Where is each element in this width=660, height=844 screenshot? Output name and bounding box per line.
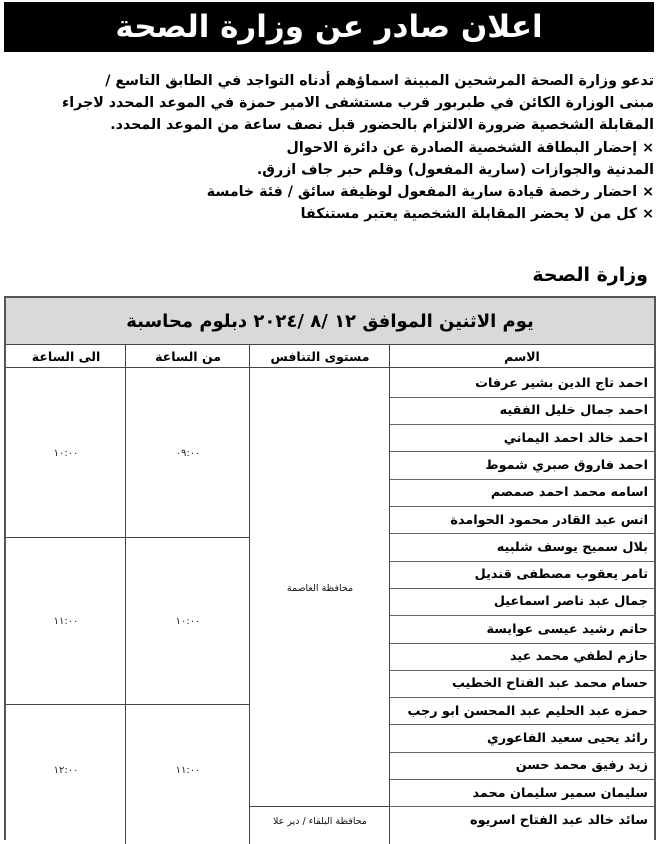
from-time-cell: ١١:٠٠ xyxy=(175,764,201,776)
column-header-from: من الساعة xyxy=(126,344,250,368)
name-row: احمد تاج الدين بشير عرفات xyxy=(475,376,648,391)
body-line: تدعو وزارة الصحة المرشحين المبينة اسماؤهم أدناه التواجد في الطابق التاسع / xyxy=(105,73,654,89)
schedule-header: يوم الاثنين الموافق ١٢ /٨ /٢٠٢٤ دبلوم محاسبة xyxy=(6,298,654,344)
column-header-to: الى الساعة xyxy=(6,344,126,368)
from-time-cell: ١٠:٠٠ xyxy=(175,615,201,627)
name-row: احمد فاروق صبري شموط xyxy=(485,457,648,473)
name-row: اسامه محمد احمد صمصم xyxy=(490,485,648,501)
column-header-name: الاسم xyxy=(390,344,654,368)
body-line: × احضار رخصة قيادة سارية المفعول لوظيفة سائق / فئة خامسة xyxy=(206,184,654,201)
name-row: حسام محمد عبد الفتاح الخطيب xyxy=(451,676,648,692)
to-time-cell: ١١:٠٠ xyxy=(53,615,79,627)
name-row: حاتم رشيد عيسى عوايسة xyxy=(486,621,648,637)
name-row: انس عبد القادر محمود الحوامدة xyxy=(450,512,648,528)
to-time-cell: ١٢:٠٠ xyxy=(53,764,79,776)
name-row: رائد يحيى سعيد الفاعوري xyxy=(486,730,648,746)
body-line: × كل من لا يحضر المقابلة الشخصية يعتبر مستنكفا xyxy=(300,206,654,223)
to-time-cell: ١٠:٠٠ xyxy=(53,448,79,459)
name-row: بلال سميح يوسف شلبيه xyxy=(496,539,648,555)
name-row: زيد رفيق محمد حسن xyxy=(515,758,648,774)
name-row: احمد خالد احمد اليماني xyxy=(503,430,648,446)
name-row: احمد جمال خليل الفقيه xyxy=(499,403,648,419)
body-line: مبنى الوزارة الكائن في طبربور قرب مستشفى الامير حمزة في الموعد المحدد لاجراء xyxy=(62,95,654,112)
body-line: × إحضار البطاقة الشخصية الصادرة عن دائرة الاحوال xyxy=(286,139,654,156)
name-row: حازم لطفي محمد عيد xyxy=(509,649,648,664)
name-row: تامر يعقوب مصطفى قنديل xyxy=(474,567,648,583)
level-cell: محافظة العاصمة xyxy=(286,582,354,594)
banner-title: اعلان صادر عن وزارة الصحة xyxy=(115,9,543,45)
body-line: المقابلة الشخصية ضرورة الالتزام بالحضور قبل نصف ساعة من الموعد المحدد. xyxy=(110,117,654,134)
announcement-body xyxy=(8,70,654,225)
announcement-banner xyxy=(4,2,654,52)
ministry-heading: وزارة الصحة xyxy=(532,264,648,286)
name-row: حمزه عبد الحليم عبد المحسن ابو رجب xyxy=(407,703,648,719)
name-row: جمال عبد ناصر اسماعيل xyxy=(493,594,648,610)
schedule-table xyxy=(4,296,656,840)
body-line: المدنية والجوازات (سارية المفعول) وقلم حبر جاف ازرق. xyxy=(256,161,654,178)
name-row: سائد خالد عبد الفتاح اسريوه xyxy=(470,812,648,828)
from-time-cell: ٠٩:٠٠ xyxy=(175,448,201,459)
level-cell: محافظة البلقاء / دير علا xyxy=(273,815,367,827)
name-row: سليمان سمير سليمان محمد xyxy=(472,785,648,801)
column-header-level: مستوى التنافس xyxy=(250,344,390,368)
